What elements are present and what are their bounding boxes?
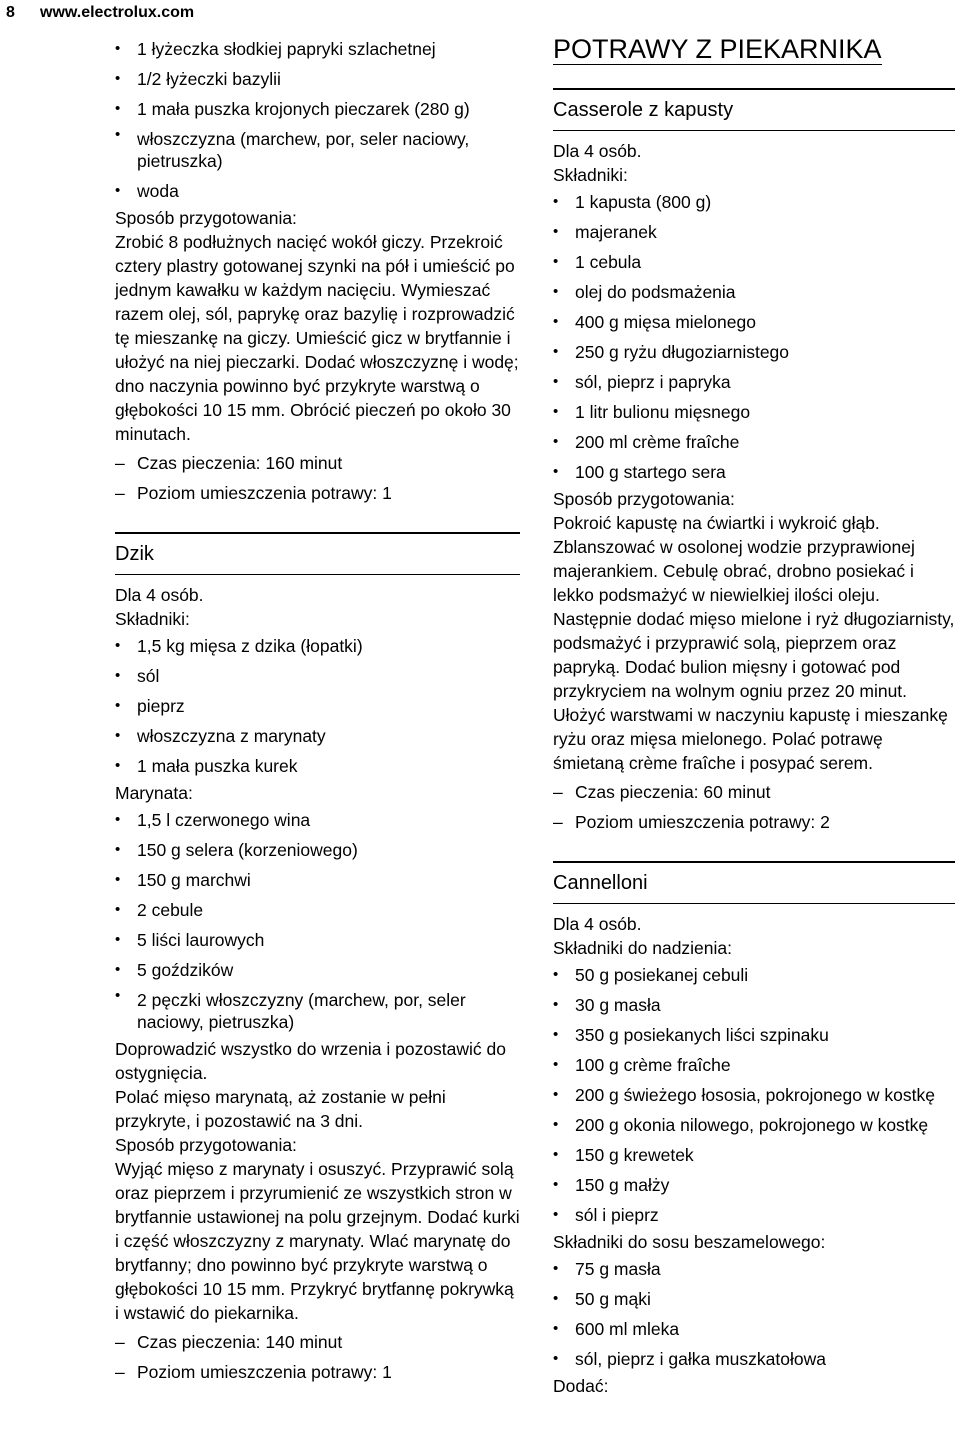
list-item: • 1,5 kg mięsa z dzika (łopatki) [115, 631, 520, 661]
list-item: – Czas pieczenia: 60 minut [553, 777, 955, 807]
servings: Dla 4 osób. [553, 141, 642, 161]
list-item: • 50 g posiekanej cebuli [553, 960, 955, 990]
baking-info-list [115, 448, 520, 508]
section-title [553, 32, 955, 68]
recipe-title-cannelloni: Cannelloni [553, 861, 955, 904]
list-item: – Czas pieczenia: 140 minut [115, 1327, 520, 1357]
list-item: – Poziom umieszczenia potrawy: 1 [115, 1357, 520, 1387]
list-item: • 150 g krewetek [553, 1140, 955, 1170]
list-item: • 75 g masła [553, 1254, 955, 1284]
list-item: • 2 pęczki włoszczyzny (marchew, por, seler naciowy, pietruszka) [115, 985, 520, 1037]
method-text: Wyjąć mięso z marynaty i osuszyć. Przyprawić solą oraz pieprzem i przyrumienić ze wszystkich stron w brytfannie ustawionej na polu grzejnym. Dodać kurki i część włoszczyzny z marynaty. Wlać marynatę do brytfanny; dno powinno być przykryte warstwą o głębokości 10 15 mm. Przykryć brytfannę pokrywką i wstawić do piekarnika. [115, 1159, 520, 1323]
baking-info-list [553, 777, 955, 837]
filling-list [553, 960, 955, 1230]
add-label: Dodać: [553, 1376, 609, 1396]
left-column [115, 34, 520, 1387]
recipe-title-dzik: Dzik [115, 532, 520, 575]
list-item: • sól, pieprz i papryka [553, 367, 955, 397]
section-title-text: POTRAWY Z PIEKARNIKA [553, 34, 882, 64]
list-item: • 400 g mięsa mielonego [553, 307, 955, 337]
list-item: • 1,5 l czerwonego wina [115, 805, 520, 835]
list-item: • 1 mała puszka kurek [115, 751, 520, 781]
list-item: • włoszczyzna z marynaty [115, 721, 520, 751]
method-label: Sposób przygotowania: [553, 489, 735, 509]
list-item: • 30 g masła [553, 990, 955, 1020]
method-label: Sposób przygotowania: [115, 1135, 297, 1155]
list-item: • 5 goździków [115, 955, 520, 985]
list-item: • 150 g selera (korzeniowego) [115, 835, 520, 865]
list-item: • woda [115, 176, 520, 206]
list-item: • 350 g posiekanych liści szpinaku [553, 1020, 955, 1050]
filling-label: Składniki do nadzienia: [553, 938, 733, 958]
marinade-label: Marynata: [115, 783, 193, 803]
website-url: www.electrolux.com [40, 4, 195, 21]
list-item: • sól [115, 661, 520, 691]
ingredients-label: Składniki: [115, 609, 190, 629]
list-item: • 1 cebula [553, 247, 955, 277]
list-item: • 1 kapusta (800 g) [553, 187, 955, 217]
list-item: • olej do podsmażenia [553, 277, 955, 307]
list-item: • 100 g crème fraîche [553, 1050, 955, 1080]
method-label: Sposób przygotowania: [115, 208, 297, 228]
list-item: • 50 g mąki [553, 1284, 955, 1314]
list-item: • 200 g okonia nilowego, pokrojonego w kostkę [553, 1110, 955, 1140]
list-item: • 1 łyżeczka słodkiej papryki szlachetnej [115, 34, 520, 64]
method-text: Zrobić 8 podłużnych nacięć wokół giczy. Przekroić cztery plastry gotowanej szynki na pół i umieścić po jednym kawałku w każdym nacięciu. Wymieszać razem olej, sól, paprykę oraz bazylię i rozprowadzić tę mieszankę na giczy. Umieścić gicz w brytfannie i ułożyć na niej pieczarki. Dodać włoszczyznę i wodę; dno naczynia powinno być przykryte warstwą o głębokości 10 15 mm. Obrócić pieczeń po około 30 minutach. [115, 232, 519, 444]
method-text: Pokroić kapustę na ćwiartki i wykroić głąb. Zblanszować w osolonej wodzie przyprawionej majerankiem. Cebulę obrać, drobno posiekać i lekko podsmażyć w niewielkiej ilości oleju. Następnie dodać mięso mielone i ryż długoziarnisty, podsmażyć i przyprawić solą, pieprzem oraz papryką. Dodać bulion mięsny i gotować pod przykryciem na wolnym ogniu przez 20 minut. Ułożyć warstwami w naczyniu kapustę i mieszankę ryżu oraz mięsa mielonego. Polać potrawę śmietaną crème fraîche i posypać serem. [553, 513, 955, 773]
list-item: • sól i pieprz [553, 1200, 955, 1230]
list-item: • 250 g ryżu długoziarnistego [553, 337, 955, 367]
intro-ingredients-list [115, 34, 520, 206]
list-item: • 600 ml mleka [553, 1314, 955, 1344]
sauce-list [553, 1254, 955, 1374]
sauce-label: Składniki do sosu beszamelowego: [553, 1232, 826, 1252]
list-item: • 1/2 łyżeczki bazylii [115, 64, 520, 94]
baking-info-list [115, 1327, 520, 1387]
casserole-ingredients-list [553, 187, 955, 487]
ingredients-label: Składniki: [553, 165, 628, 185]
dzik-ingredients-list [115, 631, 520, 781]
list-item: • 5 liści laurowych [115, 925, 520, 955]
list-item: • pieprz [115, 691, 520, 721]
list-item: • 150 g małży [553, 1170, 955, 1200]
list-item: • 200 ml crème fraîche [553, 427, 955, 457]
list-item: – Czas pieczenia: 160 minut [115, 448, 520, 478]
list-item: • 200 g świeżego łososia, pokrojonego w kostkę [553, 1080, 955, 1110]
list-item: • 150 g marchwi [115, 865, 520, 895]
list-item: • sól, pieprz i gałka muszkatołowa [553, 1344, 955, 1374]
marinade-text-1: Doprowadzić wszystko do wrzenia i pozostawić do ostygnięcia. [115, 1039, 506, 1083]
list-item: • 1 litr bulionu mięsnego [553, 397, 955, 427]
list-item: • włoszczyzna (marchew, por, seler naciowy, pietruszka) [115, 124, 520, 176]
list-item: • 2 cebule [115, 895, 520, 925]
list-item: – Poziom umieszczenia potrawy: 1 [115, 478, 520, 508]
list-item: – Poziom umieszczenia potrawy: 2 [553, 807, 955, 837]
list-item: • 100 g startego sera [553, 457, 955, 487]
page-number: 8 [6, 4, 15, 21]
servings: Dla 4 osób. [115, 585, 204, 605]
list-item: • 1 mała puszka krojonych pieczarek (280 g) [115, 94, 520, 124]
marinade-list [115, 805, 520, 1037]
marinade-text-2: Polać mięso marynatą, aż zostanie w pełni przykryte, i pozostawić na 3 dni. [115, 1087, 446, 1131]
recipe-title-casserole: Casserole z kapusty [553, 88, 955, 131]
right-column [553, 32, 955, 1398]
list-item: • majeranek [553, 217, 955, 247]
servings: Dla 4 osób. [553, 914, 642, 934]
